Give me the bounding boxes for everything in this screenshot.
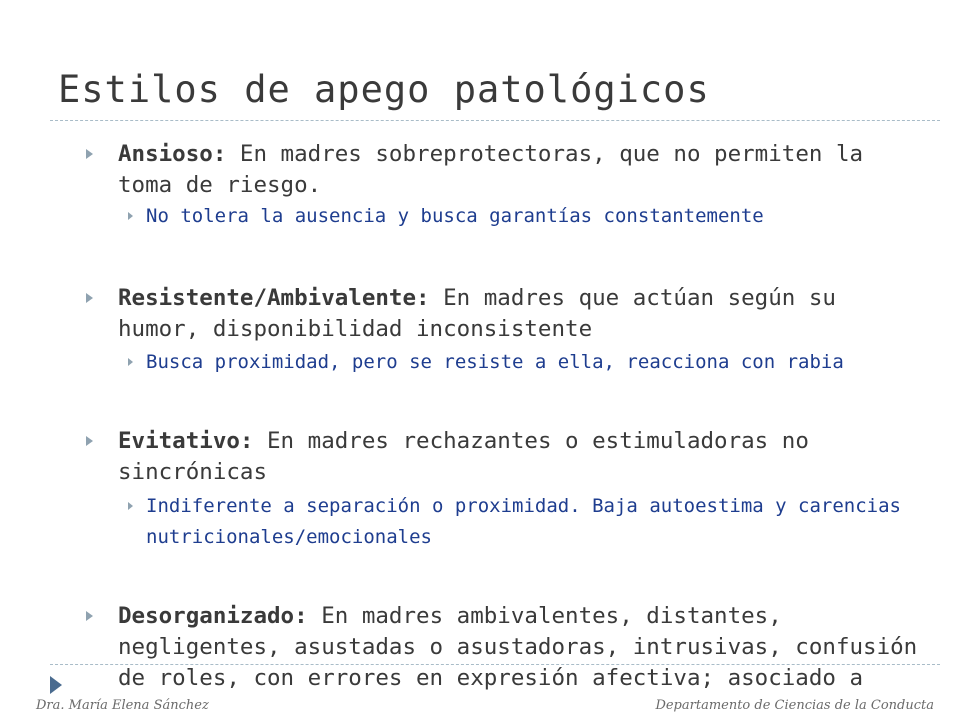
- footer-arrow-icon: [50, 676, 62, 694]
- footer-divider: [50, 664, 940, 665]
- sub-bullet-text: Indiferente a separación o proximidad. Baja autoestima y carencias nutricionales/emocionales: [146, 495, 901, 548]
- bullet-arrow-icon: [86, 611, 93, 621]
- sub-bullet-arrow-icon: [128, 212, 133, 220]
- bullet-description: En madres rechazantes o estimuladoras no sincrónicas: [118, 428, 809, 485]
- sub-bullet-text: Busca proximidad, pero se resiste a ella, reacciona con rabia: [146, 351, 844, 373]
- bullet-description: En madres que actúan según su humor, disponibilidad inconsistente: [118, 285, 836, 342]
- bullet-text: [118, 283, 918, 345]
- slide-title: Estilos de apego patológicos: [58, 68, 710, 111]
- bullet-description: En madres sobreprotectoras, que no permiten la toma de riesgo.: [118, 141, 864, 198]
- sub-bullet-text: No tolera la ausencia y busca garantías constantemente: [146, 205, 764, 227]
- bullet-arrow-icon: [86, 149, 93, 159]
- bullet-arrow-icon: [86, 293, 93, 303]
- bullet-text: [118, 426, 918, 488]
- bullet-term: Desorganizado:: [118, 603, 308, 629]
- bullet-term: Resistente/Ambivalente:: [118, 285, 430, 311]
- bullet-term: Ansioso:: [118, 141, 227, 167]
- title-divider: [50, 120, 940, 121]
- bullet-arrow-icon: [86, 436, 93, 446]
- footer-department: Departamento de Ciencias de la Conducta: [655, 698, 934, 713]
- bullet-description: En madres ambivalentes, distantes, negligentes, asustadas o asustadoras, intrusivas, confusión de roles, con errores en expresión afectiva; asociado a: [118, 603, 918, 691]
- bullet-term: Evitativo:: [118, 428, 254, 454]
- footer-author: Dra. María Elena Sánchez: [36, 698, 209, 713]
- sub-bullet-arrow-icon: [128, 502, 133, 510]
- bullet-text: [118, 139, 918, 201]
- sub-bullet-arrow-icon: [128, 358, 133, 366]
- bullet-text: [118, 601, 918, 694]
